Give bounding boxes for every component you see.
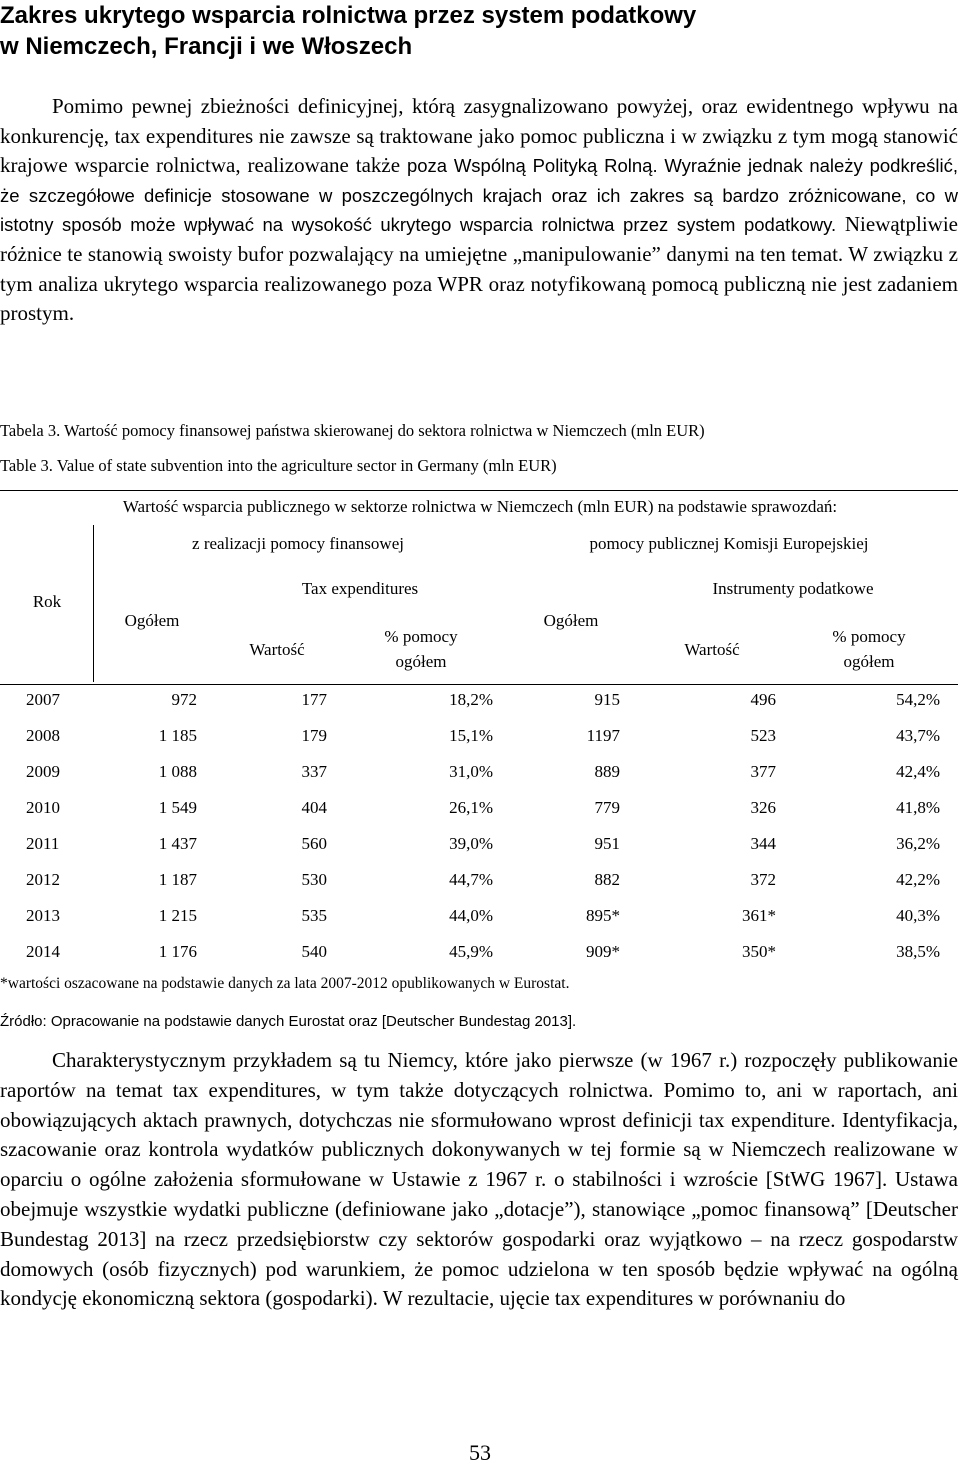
paragraph-intro-serif-end: Niewątpliwie różnice te stanowią swoisty bufor pozwalający na umiejętne „manipulowanie” danymi na ten temat. W związku z tym analiza ukrytego wsparcia realizowanego poza WPR oraz notyfikowaną pomocą publiczną nie jest zadaniem prostym. (0, 212, 959, 326)
table-cell-total-right: 889 (594, 762, 620, 781)
table-caption-polish: Tabela 3. Wartość pomocy finansowej państwa skierowanej do sektora rolnictwa w Niemczech (mln EUR) (0, 421, 705, 440)
table-group-left: z realizacji pomocy finansowej (192, 534, 404, 553)
table-col-pct-right-line1: % pomocy (832, 627, 906, 646)
table-cell-total-left: 1 088 (158, 762, 197, 781)
table-cell-total-left: 972 (171, 690, 197, 709)
table-source: Źródło: Opracowanie na podstawie danych Eurostat oraz [Deutscher Bundestag 2013]. (0, 1013, 577, 1030)
table-cell-year: 2011 (26, 834, 60, 853)
table-cell-pct-right: 42,4% (896, 762, 940, 781)
page-number: 53 (469, 1440, 491, 1465)
table-subgroup-right: Instrumenty podatkowe (712, 579, 874, 598)
table-cell-year: 2012 (26, 870, 60, 889)
table-cell-total-left: 1 437 (158, 834, 197, 853)
table-cell-pct-right: 38,5% (896, 942, 940, 961)
table-top-rule (0, 490, 958, 491)
paragraph-intro-sans: poza Wspólną Polityką Rolną. Wyraźnie jednak należy podkreślić, że szczegółowe definicje stosowane w poszczególnych krajach oraz ich zakres są bardzo zróżnicowane, co w istotny sposób może wpływać na wysokość ukrytego wsparcia rolnictwa przez system podatkowy. (0, 155, 959, 236)
table-cell-value-left: 535 (301, 906, 327, 925)
table-cell-pct-right: 42,2% (896, 870, 940, 889)
table-vertical-divider (93, 525, 94, 682)
section-heading (0, 0, 960, 62)
heading-line-1: Zakres ukrytego wsparcia rolnictwa przez system podatkowy (0, 2, 697, 29)
table-cell-pct-left: 39,0% (449, 834, 493, 853)
table-cell-total-right: 915 (594, 690, 620, 709)
paragraph-intro-serif: Pomimo pewnej zbieżności definicyjnej, którą zasygnalizowano powyżej, oraz ewidentnego wpływu na konkurencję, tax expenditures nie zawsze są traktowane jako pomoc publiczna i w związku z tym mogą stanowić krajowe wsparcie rolnictwa, realizowane także (0, 94, 958, 178)
table-cell-year: 2007 (26, 690, 60, 709)
table-cell-total-left: 1 215 (158, 906, 197, 925)
table-cell-value-right: 344 (750, 834, 776, 853)
table-cell-pct-right: 41,8% (896, 798, 940, 817)
table-cell-pct-right: 40,3% (896, 906, 940, 925)
table-cell-year: 2013 (26, 906, 60, 925)
table-cell-year: 2009 (26, 762, 60, 781)
table-col-pct-right-line2: ogółem (843, 652, 895, 671)
table-cell-value-left: 540 (301, 942, 327, 961)
table-subgroup-left: Tax expenditures (301, 579, 419, 598)
table-col-pct-left (384, 624, 457, 674)
table-cell-value-right: 523 (750, 726, 776, 745)
table-group-right: pomocy publicznej Komisji Europejskiej (589, 534, 869, 553)
table-cell-year: 2014 (26, 942, 60, 961)
table-col-pct-left-line2: ogółem (395, 652, 447, 671)
table-cell-value-right: 377 (750, 762, 776, 781)
table-cell-value-left: 404 (301, 798, 327, 817)
table-header-rule (0, 684, 958, 685)
table-col-total-right: Ogółem (543, 611, 599, 630)
table-cell-pct-right: 43,7% (896, 726, 940, 745)
table-cell-total-right: 1197 (586, 726, 620, 745)
table-cell-value-left: 337 (301, 762, 327, 781)
table-cell-total-right: 779 (594, 798, 620, 817)
table-cell-pct-left: 31,0% (449, 762, 493, 781)
table-col-pct-left-line1: % pomocy (384, 627, 458, 646)
table-cell-pct-left: 44,0% (449, 906, 493, 925)
table-cell-pct-left: 44,7% (449, 870, 493, 889)
table-cell-year: 2010 (26, 798, 60, 817)
table-cell-total-right: 951 (594, 834, 620, 853)
table-cell-pct-left: 45,9% (449, 942, 493, 961)
paragraph-body: Charakterystycznym przykładem są tu Niemcy, które jako pierwsze (w 1967 r.) rozpoczęły publikowanie raportów na temat tax expenditures, w tym także dotyczących rolnictwa. Pomimo to, ani w raportach, ani obowiązujących aktach prawnych, dotychczas nie sformułowano wprost definicji tax expenditure. Identyfikacja, szacowanie oraz kontrola wydatków publicznych dokonywanych w tej formie są w Niemczech realizowane w oparciu o ogólne założenia sformułowane w Ustawie z 1967 r. o stabilności i wzroście [StWG 1967]. Ustawa obejmuje wszystkie wydatki publiczne (definiowane jako „dotacje”), stanowiące „pomoc finansową” [Deutscher Bundestag 2013] na rzecz przedsiębiorstw czy sektorów gospodarki oraz wyjątkowo – na rzecz gospodarstw domowych (osób fizycznych) pod warunkiem, że pomoc udzielona w ten sposób będzie wpływać na ogólną kondycję ekonomiczną sektora (gospodarki). W rezultacie, ujęcie tax expenditures w porównaniu do (0, 1048, 958, 1311)
table-col-value-left: Wartość (249, 640, 305, 659)
paragraph-intro (0, 92, 958, 329)
table-header-top: Wartość wsparcia publicznego w sektorze rolnictwa w Niemczech (mln EUR) na podstawie sprawozdań: (122, 497, 838, 516)
table-cell-total-left: 1 176 (158, 942, 197, 961)
table-cell-pct-left: 26,1% (449, 798, 493, 817)
table-col-total-left: Ogółem (124, 611, 180, 630)
table-cell-value-left: 560 (301, 834, 327, 853)
table-caption-english: Table 3. Value of state subvention into the agriculture sector in Germany (mln EUR) (0, 456, 557, 475)
table-cell-year: 2008 (26, 726, 60, 745)
table-cell-total-right: 882 (594, 870, 620, 889)
heading-line-2: w Niemczech, Francji i we Włoszech (0, 33, 413, 60)
table-col-pct-right (832, 624, 905, 674)
table-cell-value-left: 530 (301, 870, 327, 889)
table-col-value-right: Wartość (684, 640, 740, 659)
table-cell-total-left: 1 187 (158, 870, 197, 889)
table-footnote: *wartości oszacowane na podstawie danych za lata 2007-2012 opublikowanych w Eurostat. (0, 975, 570, 992)
table-cell-pct-left: 18,2% (449, 690, 493, 709)
table-cell-value-right: 350* (742, 942, 776, 961)
table-cell-total-right: 909* (586, 942, 620, 961)
table-cell-value-right: 496 (750, 690, 776, 709)
table-cell-value-right: 372 (750, 870, 776, 889)
table-cell-total-left: 1 185 (158, 726, 197, 745)
table-cell-total-right: 895* (586, 906, 620, 925)
table-cell-pct-left: 15,1% (449, 726, 493, 745)
table-cell-value-left: 177 (301, 690, 327, 709)
table-cell-total-left: 1 549 (158, 798, 197, 817)
table-cell-value-left: 179 (301, 726, 327, 745)
table-cell-value-right: 326 (750, 798, 776, 817)
table-col-year: Rok (32, 592, 62, 611)
table-cell-pct-right: 54,2% (896, 690, 940, 709)
table-cell-pct-right: 36,2% (896, 834, 940, 853)
table-cell-value-right: 361* (742, 906, 776, 925)
